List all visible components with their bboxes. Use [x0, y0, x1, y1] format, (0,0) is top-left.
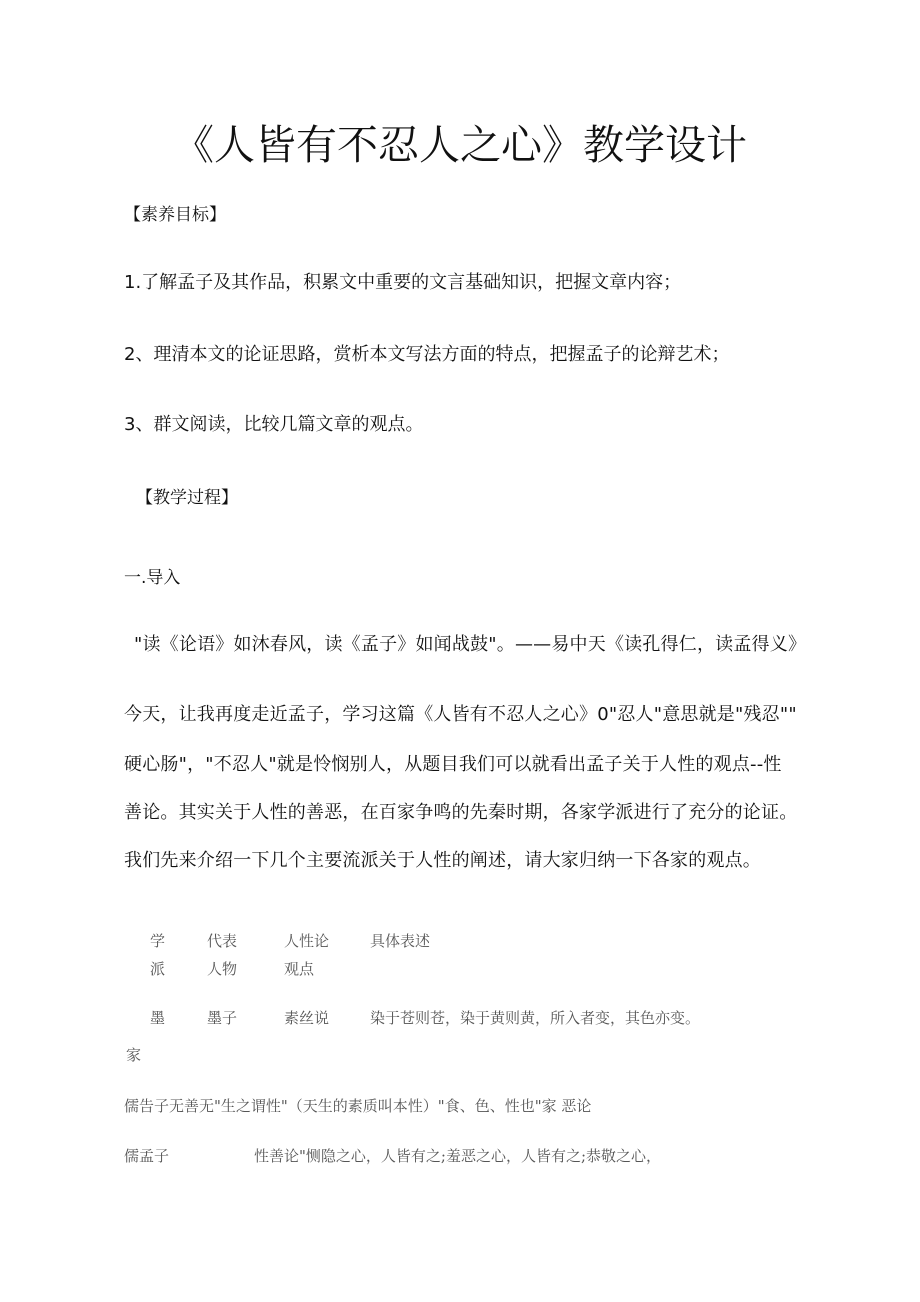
- table-row-mo-view: 素丝说: [284, 1009, 330, 1027]
- table-header-view-2: 观点: [284, 960, 315, 978]
- document-title: 《人皆有不忍人之心》教学设计: [173, 121, 747, 169]
- intro-quote: "读《论语》如沐春风，读《孟子》如闻战鼓"。——易中天《读孔得仁，读孟得义》: [134, 634, 807, 655]
- table-row-mengzi-view-detail: 性善论"恻隐之心，人皆有之;羞恶之心，人皆有之;恭敬之心，: [254, 1147, 662, 1165]
- table-row-gaozi: 儒告子无善无"生之谓性"（天生的素质叫本性）"食、色、性也"家 恶论: [124, 1097, 592, 1115]
- table-header-school-2: 派: [150, 960, 166, 978]
- goal-item-3: 3、群文阅读，比较几篇文章的观点。: [124, 414, 424, 435]
- table-row-mo-school-2: 家: [126, 1046, 142, 1064]
- intro-paragraph-line-3: 善论。其实关于人性的善恶，在百家争鸣的先秦时期，各家学派进行了充分的论证。: [124, 802, 798, 823]
- intro-paragraph-line-1: 今天，让我再度走近孟子，学习这篇《人皆有不忍人之心》0"忍人"意思就是"残忍"": [124, 704, 797, 725]
- section-heading-goals: 【素养目标】: [124, 205, 226, 225]
- section-heading-process: 【教学过程】: [136, 488, 238, 508]
- table-row-mengzi-school-rep: 儒孟子: [124, 1147, 170, 1165]
- intro-paragraph-line-2: 硬心肠"，"不忍人"就是怜悯别人，从题目我们可以就看出孟子关于人性的观点--性: [124, 754, 782, 775]
- goal-item-2: 2、理清本文的论证思路，赏析本文写法方面的特点，把握孟子的论辩艺术；: [124, 344, 730, 365]
- goal-item-1: 1.了解孟子及其作品，积累文中重要的文言基础知识，把握文章内容；: [124, 272, 682, 293]
- table-header-detail: 具体表述: [370, 932, 431, 950]
- table-header-school-1: 学: [150, 932, 166, 950]
- table-row-mo-rep: 墨子: [207, 1009, 238, 1027]
- table-header-view-1: 人性论: [284, 932, 330, 950]
- intro-paragraph-line-4: 我们先来介绍一下几个主要流派关于人性的阐述，请大家归纳一下各家的观点。: [124, 850, 761, 871]
- table-row-mo-school: 墨: [150, 1009, 166, 1027]
- table-header-rep-1: 代表: [207, 932, 238, 950]
- table-row-mo-detail: 染于苍则苍，染于黄则黄，所入者变，其色亦变。: [370, 1009, 701, 1027]
- table-header-rep-2: 人物: [207, 960, 238, 978]
- step-heading-intro: 一.导入: [124, 568, 181, 588]
